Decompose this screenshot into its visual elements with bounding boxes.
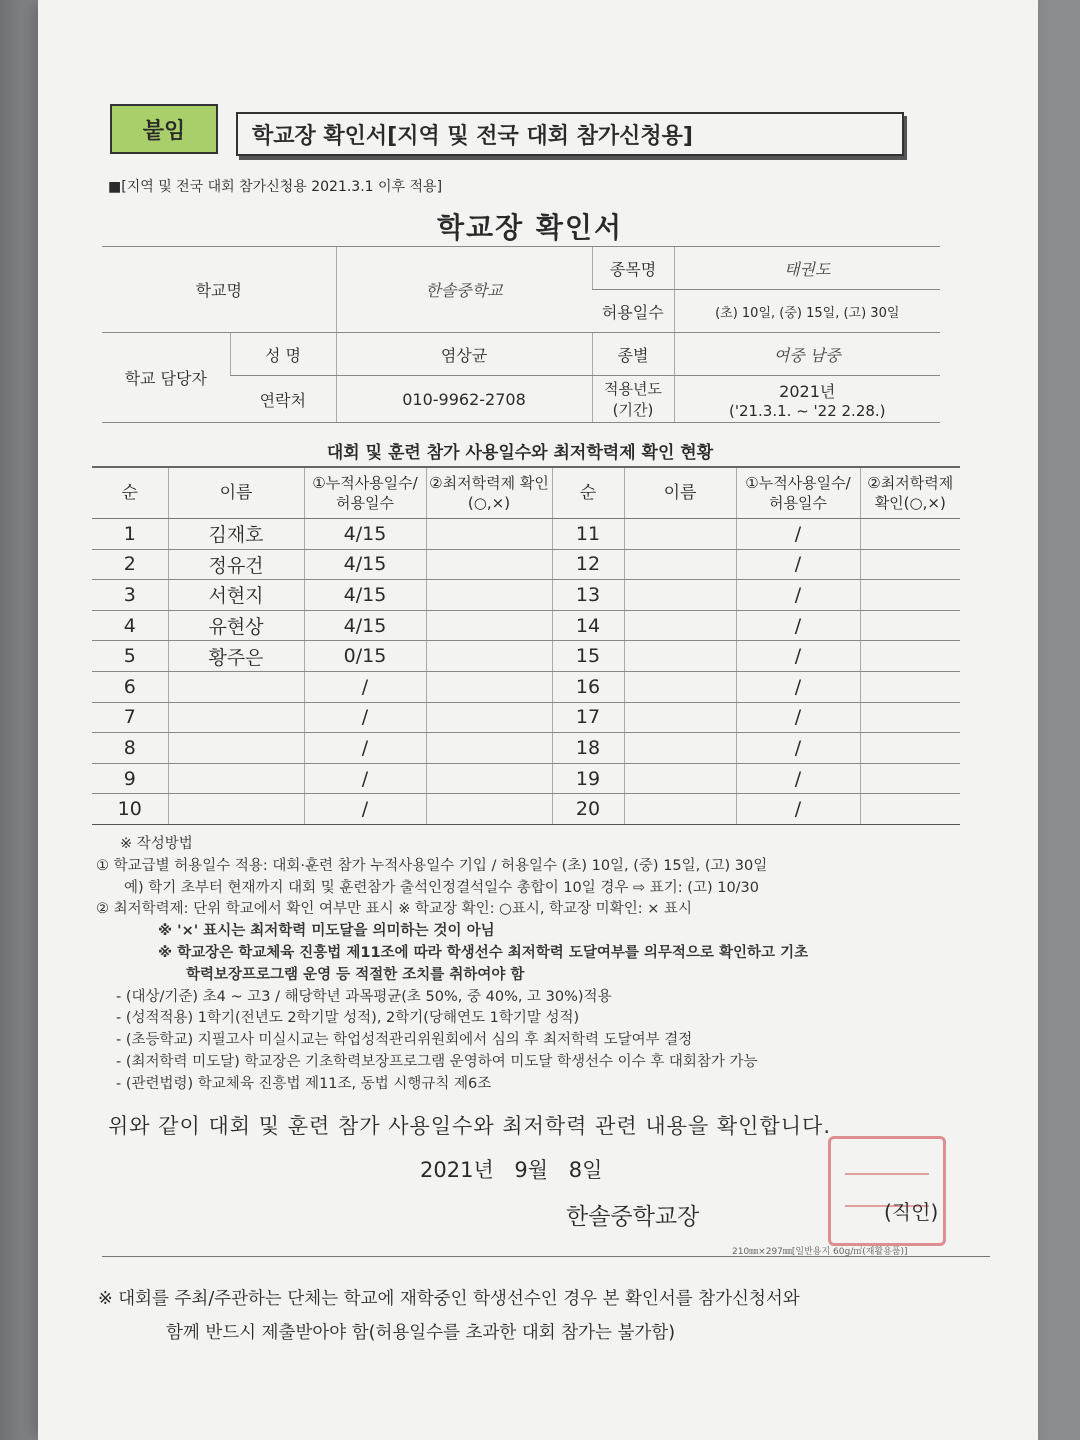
note-line: - (초등학교) 지필고사 미실시교는 학업성적관리위원회에서 심의 후 최저학력 도달여부 결정 bbox=[116, 1032, 693, 1049]
event-label: 종목명 bbox=[592, 247, 674, 290]
seal-note: (직인) bbox=[884, 1200, 939, 1224]
check-header: ②최저학력제 확인(○,×) bbox=[426, 467, 552, 519]
note-line: - (최저학력 미도달) 학교장은 기초학력보장프로그램 운영하여 미도달 학생선수 이수 후 대회참가 가능 bbox=[116, 1053, 758, 1070]
name-cell bbox=[624, 641, 736, 672]
year-cell bbox=[674, 376, 940, 423]
note-line: ※ 작성방법 bbox=[120, 836, 193, 852]
days-cell: / bbox=[304, 794, 426, 825]
table-row bbox=[92, 733, 960, 764]
name-label: 성 명 bbox=[230, 333, 336, 376]
seq-cell: 3 bbox=[92, 580, 168, 611]
seq-cell: 9 bbox=[92, 763, 168, 794]
name-cell bbox=[624, 733, 736, 764]
days-cell: / bbox=[736, 763, 860, 794]
seq-cell: 12 bbox=[552, 549, 624, 580]
school-label: 학교명 bbox=[102, 247, 336, 333]
date-year: 2021년 bbox=[420, 1158, 494, 1182]
note-line: - (대상/기준) 초4 ~ 고3 / 해당학년 과목평균(초 50%, 중 40%, 고 30%)적용 bbox=[116, 988, 612, 1005]
footer-line: 함께 반드시 제출받아야 함(허용일수를 초과한 대회 참가는 불가함) bbox=[166, 1323, 676, 1343]
seq-cell: 6 bbox=[92, 671, 168, 702]
roster-body bbox=[92, 519, 960, 825]
note-line: ② 최저학력제: 단위 학교에서 확인 여부만 표시 ※ 학교장 확인: ○표시, 학교장 미확인: × 표시 bbox=[96, 901, 692, 918]
seq-cell: 16 bbox=[552, 671, 624, 702]
days-cell: / bbox=[736, 671, 860, 702]
days-cell: / bbox=[304, 702, 426, 733]
table-row bbox=[92, 794, 960, 825]
days-cell: 4/15 bbox=[304, 519, 426, 550]
official-seal bbox=[828, 1136, 946, 1246]
seq-cell: 17 bbox=[552, 702, 624, 733]
days-cell: / bbox=[736, 519, 860, 550]
section-title: 대회 및 훈련 참가 사용일수와 최저학력제 확인 현황 bbox=[326, 443, 714, 463]
table-row bbox=[92, 519, 960, 550]
event-value: 태권도 bbox=[674, 247, 940, 290]
check-cell bbox=[860, 641, 960, 672]
check-cell bbox=[426, 794, 552, 825]
name-cell: 서현지 bbox=[168, 580, 304, 611]
table-row bbox=[92, 549, 960, 580]
name-cell: 유현상 bbox=[168, 610, 304, 641]
days-cell: / bbox=[736, 702, 860, 733]
confirm-statement: 위와 같이 대회 및 훈련 참가 사용일수와 최저학력 관련 내용을 확인합니다. bbox=[108, 1114, 832, 1138]
footer-line: ※ 대회를 주최/주관하는 단체는 학교에 재학중인 학생선수인 경우 본 확인서를 참가신청서와 bbox=[98, 1289, 800, 1309]
name-cell bbox=[168, 671, 304, 702]
days-cell: 4/15 bbox=[304, 610, 426, 641]
name-cell: 김재호 bbox=[168, 519, 304, 550]
date-month: 9월 bbox=[514, 1158, 549, 1182]
check-cell bbox=[426, 763, 552, 794]
name-cell bbox=[168, 702, 304, 733]
days-header: ①누적사용일수/허용일수 bbox=[736, 467, 860, 519]
roster-header-row bbox=[92, 467, 960, 519]
name-header: 이름 bbox=[168, 467, 304, 519]
signer: 한솔중학교장 bbox=[566, 1204, 700, 1230]
check-cell bbox=[860, 733, 960, 764]
name-value: 염상균 bbox=[336, 333, 592, 376]
note-line: ① 학교급별 허용일수 적용: 대회·훈련 참가 누적사용일수 기입 / 허용일수 (초) 10일, (중) 15일, (고) 30일 bbox=[96, 857, 768, 874]
gender-value: 여중 남중 bbox=[674, 333, 940, 376]
check-cell bbox=[426, 580, 552, 611]
name-cell bbox=[624, 763, 736, 794]
check-cell bbox=[426, 610, 552, 641]
seq-cell: 8 bbox=[92, 733, 168, 764]
name-cell bbox=[168, 733, 304, 764]
paper-spec: 210㎜×297㎜[일반용지 60g/㎡(재활용품)] bbox=[732, 1247, 908, 1257]
seq-cell: 18 bbox=[552, 733, 624, 764]
name-cell: 황주은 bbox=[168, 641, 304, 672]
desk-background bbox=[0, 0, 38, 1440]
check-cell bbox=[426, 702, 552, 733]
check-cell bbox=[426, 641, 552, 672]
days-cell: / bbox=[304, 671, 426, 702]
name-cell: 정유건 bbox=[168, 549, 304, 580]
note-line: ※ 학교장은 학교체육 진흥법 제11조에 따라 학생선수 최저학력 도달여부를 의무적으로 확인하고 기초 bbox=[158, 944, 809, 961]
seq-cell: 20 bbox=[552, 794, 624, 825]
applies-note: ■[지역 및 전국 대회 참가신청용 2021.3.1 이후 적용] bbox=[108, 179, 443, 195]
seq-cell: 14 bbox=[552, 610, 624, 641]
seq-cell: 2 bbox=[92, 549, 168, 580]
seq-cell: 19 bbox=[552, 763, 624, 794]
name-cell bbox=[624, 794, 736, 825]
table-row bbox=[92, 641, 960, 672]
info-table bbox=[102, 246, 940, 423]
seq-cell: 11 bbox=[552, 519, 624, 550]
footer-note bbox=[98, 1282, 998, 1350]
note-line: - (성적적용) 1학기(전년도 2학기말 성적), 2학기(당해연도 1학기말 성적) bbox=[116, 1010, 580, 1027]
name-cell bbox=[168, 763, 304, 794]
days-cell: 0/15 bbox=[304, 641, 426, 672]
note-line: 예) 학기 초부터 현재까지 대회 및 훈련참가 출석인정결석일수 총합이 10일 경우 ⇨ 표기: (고) 10/30 bbox=[124, 879, 760, 896]
check-cell bbox=[860, 519, 960, 550]
seq-cell: 13 bbox=[552, 580, 624, 611]
table-row bbox=[92, 610, 960, 641]
divider bbox=[102, 1256, 990, 1257]
table-row bbox=[92, 763, 960, 794]
check-cell bbox=[860, 702, 960, 733]
seq-cell: 7 bbox=[92, 702, 168, 733]
document-title: 학교장 확인서 bbox=[436, 211, 624, 244]
name-cell bbox=[624, 671, 736, 702]
check-cell bbox=[860, 549, 960, 580]
name-cell bbox=[624, 610, 736, 641]
table-row bbox=[92, 702, 960, 733]
period-value: ('21.3.1. ~ '22 2.28.) bbox=[728, 401, 886, 420]
days-cell: / bbox=[304, 763, 426, 794]
check-cell bbox=[426, 519, 552, 550]
name-cell bbox=[168, 794, 304, 825]
check-cell bbox=[860, 671, 960, 702]
name-header: 이름 bbox=[624, 467, 736, 519]
name-cell bbox=[624, 549, 736, 580]
name-cell bbox=[624, 519, 736, 550]
roster-table bbox=[92, 466, 960, 825]
seq-cell: 10 bbox=[92, 794, 168, 825]
check-cell bbox=[426, 671, 552, 702]
note-line: 학력보장프로그램 운영 등 적절한 조치를 취하여야 함 bbox=[186, 966, 525, 983]
writing-instructions bbox=[96, 834, 976, 1096]
check-cell bbox=[426, 733, 552, 764]
year-label: 적용년도 (기간) bbox=[592, 376, 674, 423]
table-row bbox=[92, 580, 960, 611]
days-cell: / bbox=[736, 580, 860, 611]
check-cell bbox=[860, 610, 960, 641]
days-cell: / bbox=[736, 610, 860, 641]
check-header: ②최저학력제 확인(○,×) bbox=[860, 467, 960, 519]
days-cell: / bbox=[736, 733, 860, 764]
seq-header: 순 bbox=[92, 467, 168, 519]
allow-label: 허용일수 bbox=[592, 290, 674, 333]
allow-value: (초) 10일, (중) 15일, (고) 30일 bbox=[674, 290, 940, 333]
table-row bbox=[92, 671, 960, 702]
check-cell bbox=[860, 763, 960, 794]
school-value: 한솔중학교 bbox=[336, 247, 592, 333]
gender-label: 종별 bbox=[592, 333, 674, 376]
contact-value: 010-9962-2708 bbox=[336, 376, 592, 423]
seq-cell: 1 bbox=[92, 519, 168, 550]
name-cell bbox=[624, 702, 736, 733]
check-cell bbox=[860, 794, 960, 825]
days-cell: / bbox=[736, 641, 860, 672]
year-value: 2021년 bbox=[779, 381, 836, 401]
days-cell: 4/15 bbox=[304, 580, 426, 611]
seq-cell: 4 bbox=[92, 610, 168, 641]
check-cell bbox=[860, 580, 960, 611]
date-day: 8일 bbox=[568, 1158, 603, 1182]
header-title: 학교장 확인서[지역 및 전국 대회 참가신청용] bbox=[236, 112, 904, 156]
seq-cell: 5 bbox=[92, 641, 168, 672]
seq-cell: 15 bbox=[552, 641, 624, 672]
days-cell: / bbox=[736, 794, 860, 825]
days-cell: / bbox=[736, 549, 860, 580]
note-line: ※ '×' 표시는 최저학력 미도달을 의미하는 것이 아님 bbox=[158, 923, 495, 940]
staff-label: 학교 담당자 bbox=[102, 333, 230, 423]
note-line: - (관련법령) 학교체육 진흥법 제11조, 동법 시행규칙 제6조 bbox=[116, 1075, 492, 1092]
seq-header: 순 bbox=[552, 467, 624, 519]
attachment-tag: 붙임 bbox=[110, 104, 218, 154]
days-header: ①누적사용일수/허용일수 bbox=[304, 467, 426, 519]
issue-date bbox=[420, 1154, 602, 1184]
days-cell: / bbox=[304, 733, 426, 764]
days-cell: 4/15 bbox=[304, 549, 426, 580]
contact-label: 연락처 bbox=[230, 376, 336, 423]
name-cell bbox=[624, 580, 736, 611]
check-cell bbox=[426, 549, 552, 580]
